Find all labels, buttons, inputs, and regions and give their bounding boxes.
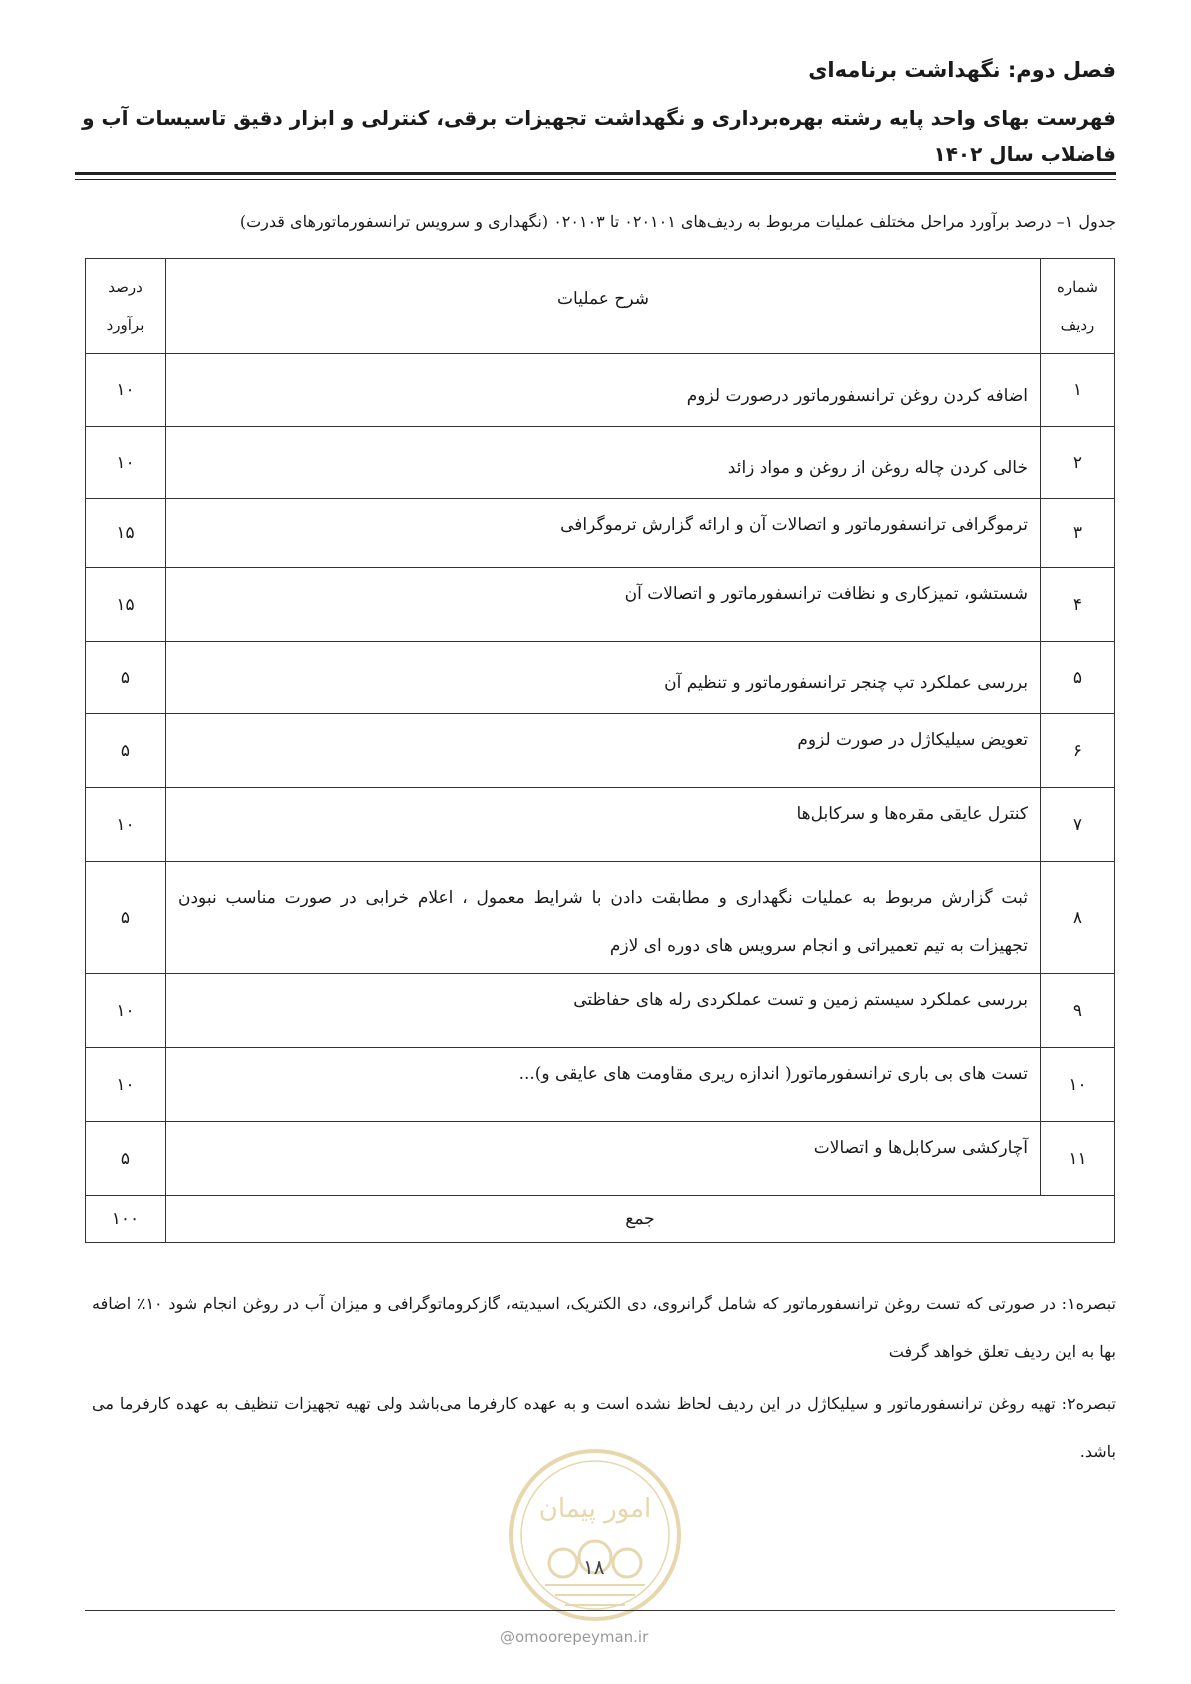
document-title: فهرست بهای واحد پایه رشته بهره‌برداری و نگهداشت تجهیزات برقی، کنترلی و ابزار دقیق تاسیسات آب و فاضلاب سال ۱۴۰۲ (82, 106, 1116, 166)
note-1: تبصره۱: در صورتی که تست روغن ترانسفورماتور که شامل گرانروی، دی الکتریک، اسیدیته، گازکروماتوگرافی و میزان آب در روغن انجام شود ۱۰٪ اضافه بها به این ردیف تعلق خواهد گرفت (92, 1294, 1117, 1361)
row-number: ۵ (1041, 642, 1115, 714)
row-percent: ۱۰ (86, 974, 166, 1048)
table-row (86, 862, 1115, 974)
site-watermark: @omoorepeyman.ir (500, 1628, 649, 1646)
total-value: ۱۰۰ (86, 1196, 166, 1243)
header-percent (86, 259, 166, 354)
row-percent: ۱۵ (86, 568, 166, 642)
header-rule-thin (75, 179, 1116, 180)
table-row (86, 568, 1115, 642)
header-row-number-line2: ردیف (1060, 316, 1095, 334)
total-label: جمع (166, 1196, 1115, 1243)
row-percent: ۵ (86, 1122, 166, 1196)
row-percent: ۱۰ (86, 1048, 166, 1122)
row-percent: ۱۰ (86, 427, 166, 499)
row-percent: ۱۰ (86, 354, 166, 427)
header-row-number (1041, 259, 1115, 354)
table-row (86, 642, 1115, 714)
row-description: بررسی عملکرد تپ چنجر ترانسفورماتور و تنظیم آن (166, 642, 1041, 714)
table-row (86, 427, 1115, 499)
row-number: ۱۰ (1041, 1048, 1115, 1122)
table-row (86, 974, 1115, 1048)
table-row (86, 499, 1115, 568)
header-row-number-line1: شماره (1057, 278, 1098, 296)
operations-table (85, 258, 1115, 1243)
row-description: آچارکشی سرکابل‌ها و اتصالات (166, 1122, 1041, 1196)
header-description: شرح عملیات (166, 259, 1041, 354)
watermark-logo (505, 1445, 685, 1625)
row-number: ۹ (1041, 974, 1115, 1048)
row-description: شستشو، تمیزکاری و نظافت ترانسفورماتور و اتصالات آن (166, 568, 1041, 642)
table-row (86, 1048, 1115, 1122)
footer-rule (85, 1610, 1115, 1611)
header-rule-thick (75, 172, 1116, 175)
watermark-text: امور پیمان (538, 1494, 652, 1524)
page-number: ۱۸ (583, 1555, 605, 1579)
row-number: ۷ (1041, 788, 1115, 862)
row-number: ۶ (1041, 714, 1115, 788)
row-percent: ۵ (86, 862, 166, 974)
header-percent-line2: برآورد (106, 316, 145, 334)
row-number: ۱ (1041, 354, 1115, 427)
note-2: تبصره۲: تهیه روغن ترانسفورماتور و سیلیکاژل در این ردیف لحاظ نشده است و به عهده کارفرما می‌باشد ولی تهیه تجهیزات تنظیف به عهده کارفرما می باشد. (92, 1394, 1116, 1461)
row-description: ترموگرافی ترانسفورماتور و اتصالات آن و ارائه گزارش ترموگرافی (166, 499, 1041, 568)
table-caption: جدول ۱– درصد برآورد مراحل مختلف عملیات مربوط به ردیف‌های ۰۲۰۱۰۱ تا ۰۲۰۱۰۳ (نگهداری و سرویس ترانسفورماتورهای قدرت) (239, 212, 1116, 231)
row-percent: ۱۵ (86, 499, 166, 568)
header-percent-line1: درصد (108, 278, 143, 296)
chapter-heading: فصل دوم: نگهداشت برنامه‌ای (808, 58, 1116, 82)
row-description: بررسی عملکرد سیستم زمین و تست عملکردی رله های حفاظتی (166, 974, 1041, 1048)
row-description: تست های بی باری ترانسفورماتور( اندازه ریری مقاومت های عایقی و)... (166, 1048, 1041, 1122)
row-number: ۳ (1041, 499, 1115, 568)
row-description: ثبت گزارش مربوط به عملیات نگهداری و مطابقت دادن با شرایط معمول ، اعلام خرابی در صورت مناسب نبودن تجهیزات به تیم تعمیراتی و انجام سرویس های دوره ای لازم (166, 862, 1041, 974)
table-total-row (86, 1196, 1115, 1243)
table-row (86, 354, 1115, 427)
row-description: اضافه کردن روغن ترانسفورماتور درصورت لزوم (166, 354, 1041, 427)
row-number: ۲ (1041, 427, 1115, 499)
row-number: ۸ (1041, 862, 1115, 974)
table-row (86, 788, 1115, 862)
row-description: کنترل عایقی مقره‌ها و سرکابل‌ها (166, 788, 1041, 862)
row-percent: ۵ (86, 714, 166, 788)
table-row (86, 714, 1115, 788)
row-number: ۴ (1041, 568, 1115, 642)
row-percent: ۱۰ (86, 788, 166, 862)
table-row (86, 1122, 1115, 1196)
row-percent: ۵ (86, 642, 166, 714)
row-description: تعویض سیلیکاژل در صورت لزوم (166, 714, 1041, 788)
row-number: ۱۱ (1041, 1122, 1115, 1196)
row-description: خالی کردن چاله روغن از روغن و مواد زائد (166, 427, 1041, 499)
table-header-row (86, 259, 1115, 354)
